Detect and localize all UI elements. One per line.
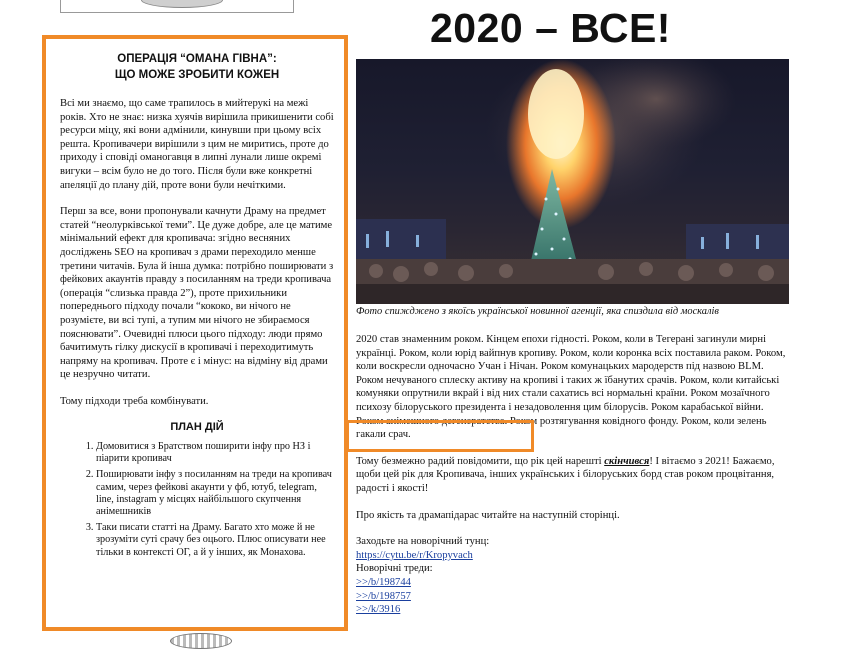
year-text: Тому безмежно радий повідомити, що рік цей нарешті — [356, 455, 605, 467]
new-year-label: Заходьте на новорічний тунц: — [356, 536, 490, 548]
previous-page-strip — [60, 0, 294, 13]
photo-illustration — [356, 59, 789, 304]
plan-item: 3. Таки писати статті на Драму. Багато хто може й не зрозуміти суті срачу без оцього. Плюс описувати нее тільки в контексті ОГ, а й у інших, як Монахова. — [96, 522, 334, 559]
finished-emphasis: скінчився — [604, 455, 650, 467]
plan-list — [60, 441, 334, 559]
year-article-text — [356, 333, 792, 617]
plan-title: ПЛАН ДІЙ — [170, 421, 224, 434]
threads-label: Новорічні треди: — [356, 563, 433, 575]
cytube-link[interactable]: https://cytu.be/r/Kropyvach — [356, 549, 473, 561]
year-paragraph: Про якість та драмапідарас читайте на наступній сторінці. — [356, 509, 620, 521]
article-paragraph: Всі ми знаємо, що саме трапилось в мийтерукі на межі років. Хто не знає: низка хуячів вирішила прикишенити собі ресурси міцу, які вони адмінили, кинувши при цьому всіх решта. Кропивачери вирішили з цим не миритись, проте до приходу і сповіді оманогавця в липні лунали лише окремі вигуки – всім було не до того. Після були вже конкретні апеляції до плану дій, проте вони були нечіткими. — [60, 98, 334, 191]
operation-article-box — [42, 35, 348, 631]
article-paragraph: Тому підходи треба комбінувати. — [60, 395, 209, 407]
ornament-image — [141, 0, 223, 8]
article-title-line1: ОПЕРАЦІЯ “ОМАНА ГІВНА”: — [117, 53, 277, 65]
article-paragraph: Перш за все, вони пропонували качнути Драму на предмет статей “неолурківської теми”. Це дуже добре, але це матиме мінімальний ефект для кропивача: згідно весняних досліджень SEO на кропивач з драми переходило менше третини читачів. Була й інша думка: потрібно поширювати з фейкових акаунтів правду з посиланням на треди кропивача (операція “слизька правда 2”), проте прихильники попереднього підходу почали “кококо, ви нічого не розумієте, ви всі тупі, а тупим ми нічого не збираємося пояснювати”. Очевидні плюси цього підходу: люди прямо бачитимуть гілку дискусії в кропивачі і переходитимуть напряму на кропивач. Проте є і мінус: на відміну від драми це незручно читати. — [60, 206, 334, 381]
plan-item: 1. Домовитися з Братством поширити інфу про НЗ і піарити кропивач — [96, 441, 334, 465]
year-paragraph — [356, 455, 792, 496]
highlight-box — [346, 420, 534, 452]
plan-item: 2. Поширювати інфу з посиланням на треди на кропивач самим, через фейкові акаунти у фб, ютуб, telegram, line, instagram у місцях найбільшого скупчення анімешників — [96, 469, 334, 518]
year-text: ! І вітаємо з 2021! Бажаємо, щоби цей рік для Кропивача, інших українських і білоруських борд став роком процвітання, радості і якості! — [356, 455, 775, 494]
article-title — [60, 51, 334, 83]
burning-tree-photo — [356, 59, 789, 304]
bottom-ornament-image — [170, 633, 232, 649]
photo-caption: Фото спиждженo з якоїсь української новинної агенції, яка спиздила від москалів — [356, 306, 719, 317]
thread-link[interactable]: >>/b/198757 — [356, 590, 411, 602]
thread-link[interactable]: >>/k/3916 — [356, 604, 401, 616]
operation-article — [60, 51, 334, 563]
year-paragraph: 2020 став знаменним роком. Кінцем епохи гідності. Роком, коли в Тегерані загинули мирні українці. Роком, коли юрід вайпнув кропиву. Роком, коли коронка всіх поставила раком. Роком, коли воскресли одночасно Учан і Нічан. Роком комунацьких мародерств під назвою BLM. Роком нечуваного сплеску активу на кропиві і таких ж їбанутих срачів. Роком, коли китайські комуняки опрутнили вкрай і від них стали сахатись всі нормальні країни. Роком мозаїчного психозу білоруського президента і незадоволення цим білорусів. Роком карабаської війни. Роком анімешного дегенератства. Роком розтягування ковідного фонду. Роком, коли зелень гакали срач. — [356, 334, 786, 441]
article-title-line2: ЩО МОЖЕ ЗРОБИТИ КОЖЕН — [114, 69, 280, 81]
thread-link[interactable]: >>/b/198744 — [356, 576, 411, 588]
headline: 2020 – ВСЕ! — [430, 5, 671, 51]
